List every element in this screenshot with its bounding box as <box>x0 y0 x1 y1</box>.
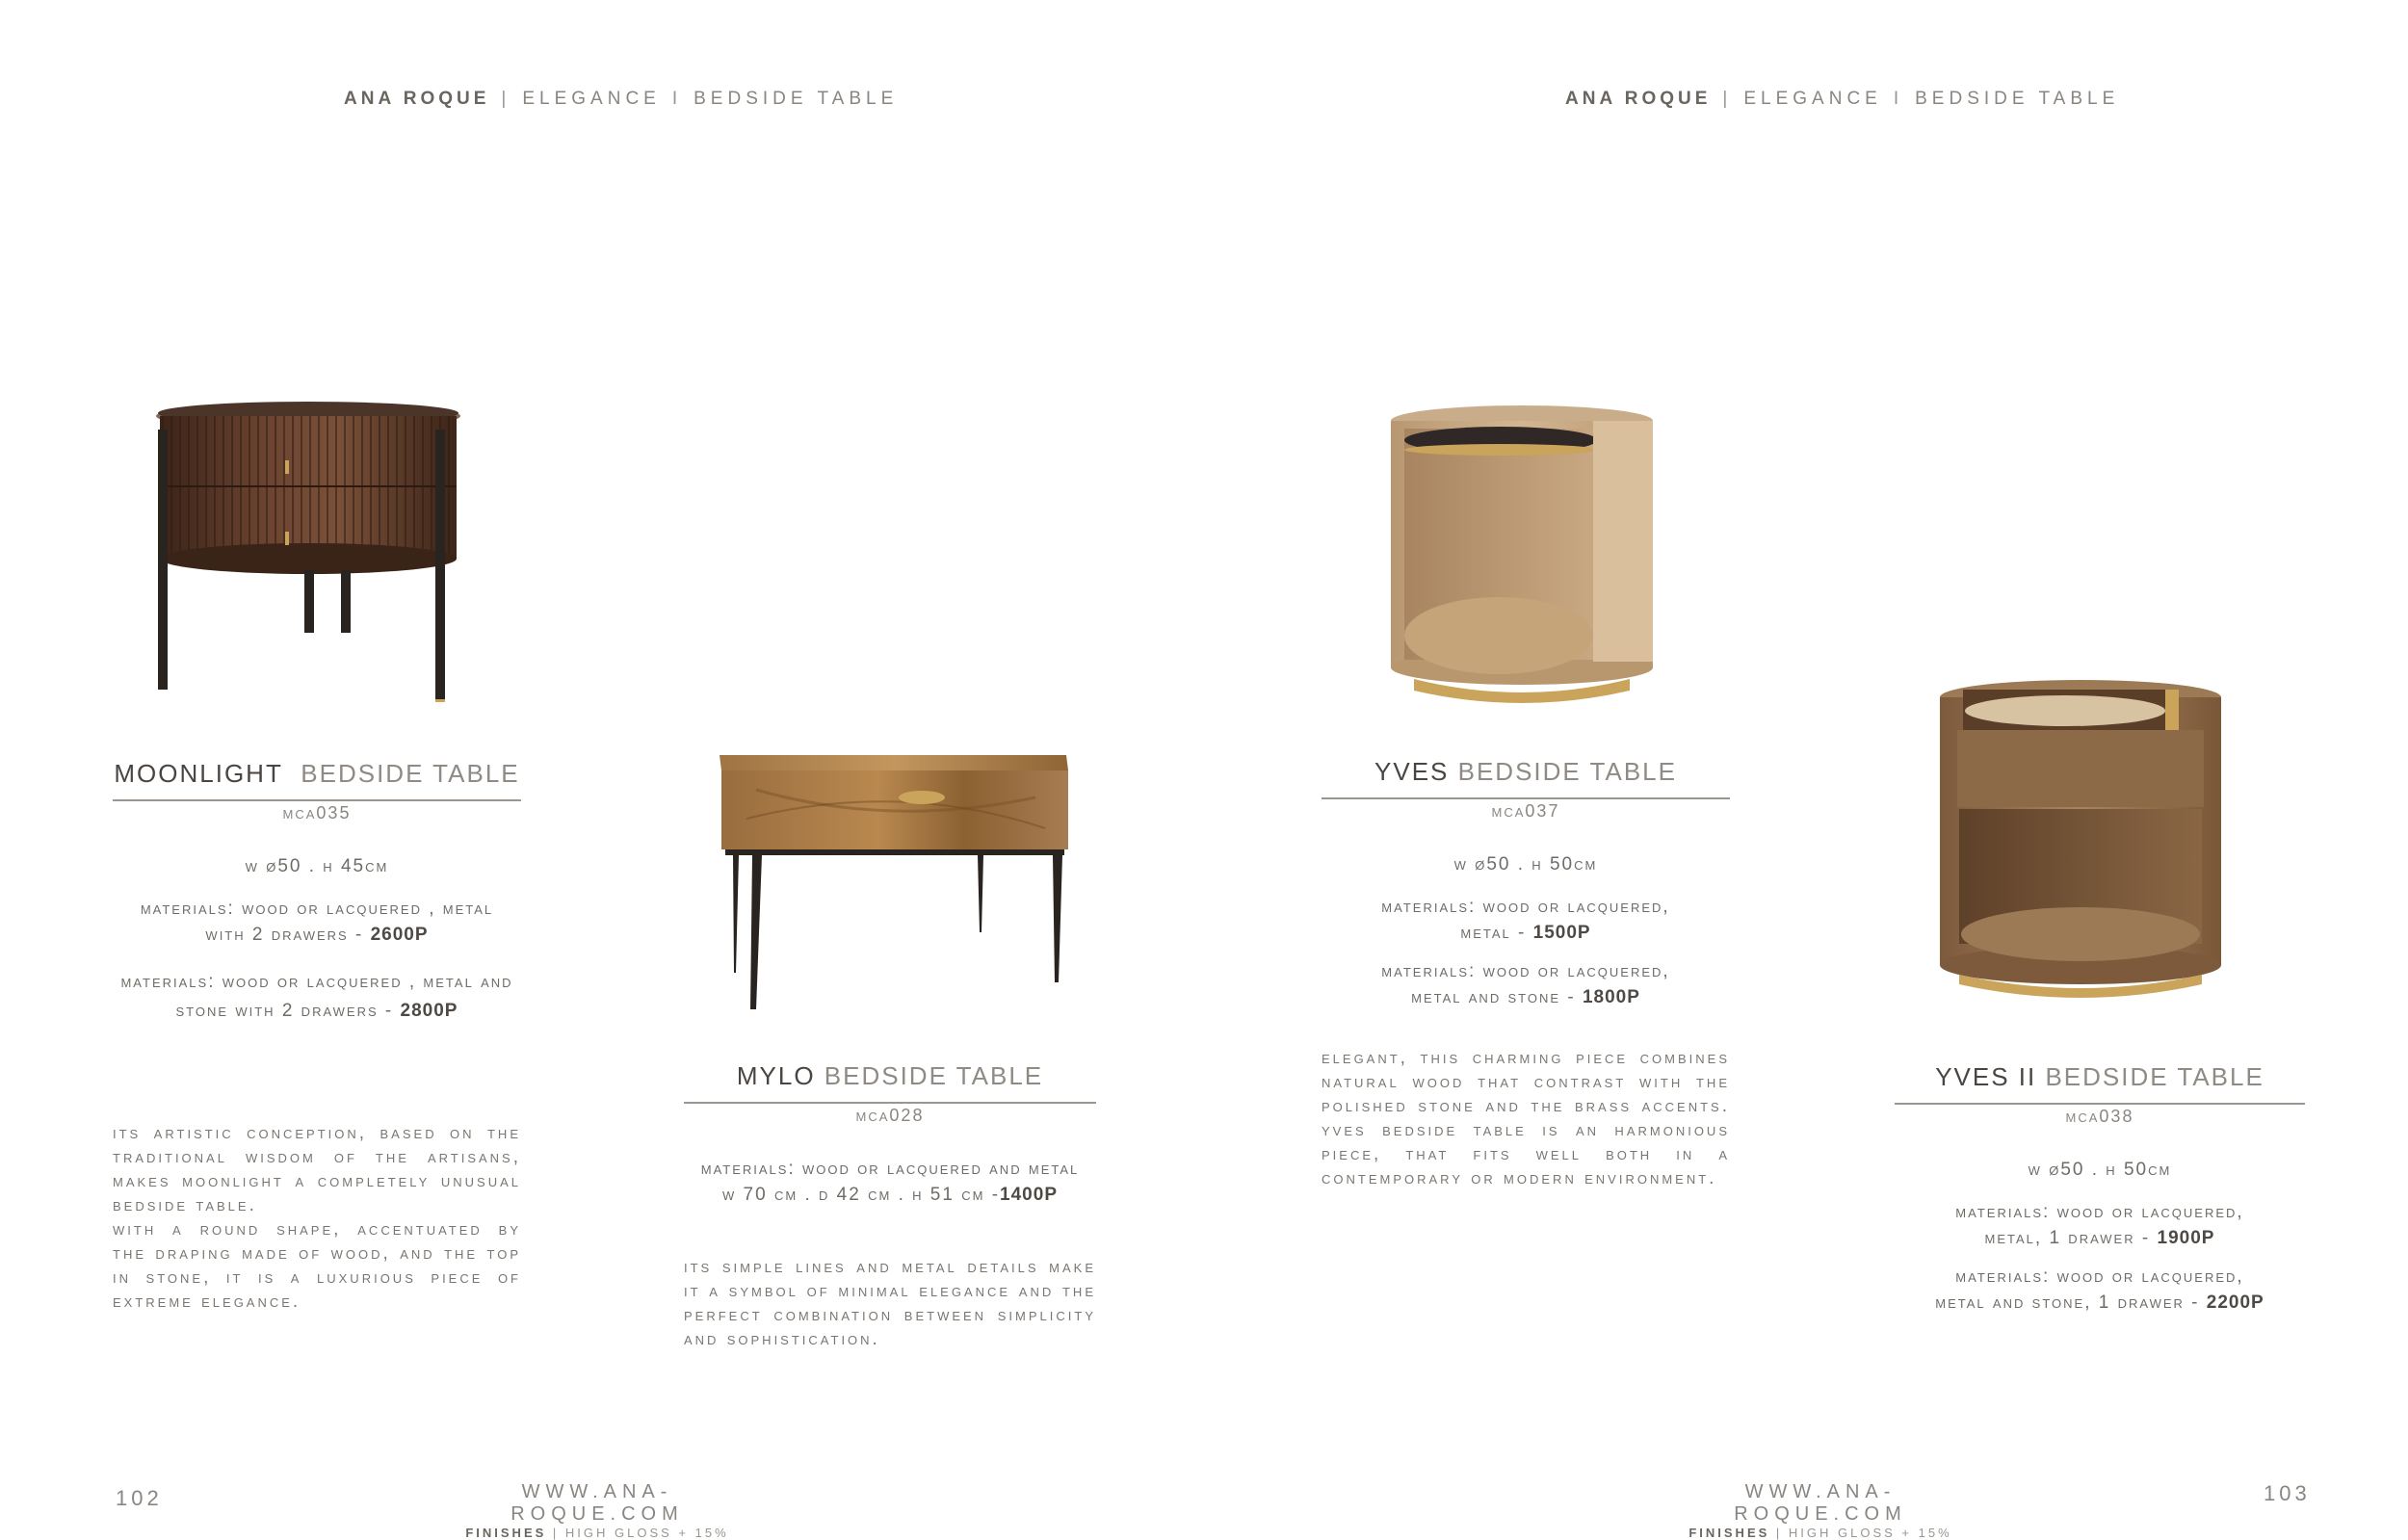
collection-name: ELEGANCE <box>1743 89 1882 109</box>
product-description: elegant, this charming piece combines natural wood that contrast with the polished stone and the brass accents. yves bedside table is an harmonious piece, that fits well both in a contemporary or modern environment. <box>1322 1048 1730 1188</box>
finishes-note: FINISHES | HIGH GLOSS + 15% <box>465 1526 729 1540</box>
product-dimensions: w ø50 . h 50cm <box>2028 1160 2172 1180</box>
product-name: MOONLIGHT <box>114 759 283 788</box>
page-number-left: 102 <box>116 1486 163 1510</box>
footer-right <box>1676 1481 1965 1540</box>
title-divider <box>1322 797 1730 799</box>
finishes-note: FINISHES | HIGH GLOSS + 15% <box>1688 1526 1952 1540</box>
product-description: its artistic conception, based on the traditional wisdom of the artisans, makes moonlight a completely unusual bedside table. with a round shape, accentuated by the draping made of wood, and the top in stone, it is a luxurious piece of extreme elegance. <box>113 1123 521 1312</box>
yves-ii-title <box>1895 1062 2305 1092</box>
brand-name: ANA ROQUE <box>344 89 490 109</box>
price: 2600P <box>370 925 429 945</box>
category-name: BEDSIDE TABLE <box>694 89 899 109</box>
product-type: BEDSIDE TABLE <box>2045 1062 2264 1091</box>
title-divider <box>113 799 521 801</box>
materials-option-2: materials: wood or lacquered, metal and stone - 1800P <box>1381 961 1670 1007</box>
category-name: BEDSIDE TABLE <box>1915 89 2120 109</box>
mylo-product-image <box>718 751 1074 1016</box>
page-header-right: ANA ROQUE | ELEGANCE I BEDSIDE TABLE <box>1565 89 2120 109</box>
yves-ii-product-image <box>1936 674 2225 1002</box>
website-link[interactable]: WWW.ANA-ROQUE.COM <box>1734 1481 1907 1525</box>
materials-option-2: materials: wood or lacquered , metal and stone with 2 drawers - 2800P <box>120 972 513 1021</box>
product-dimensions: w 70 cm . d 42 cm . h 51 cm - <box>721 1185 1001 1205</box>
product-type: BEDSIDE TABLE <box>301 759 520 788</box>
collection-name: ELEGANCE <box>522 89 661 109</box>
mylo-title <box>684 1061 1096 1091</box>
page-number-right: 103 <box>2264 1481 2311 1505</box>
product-dimensions: w ø50 . h 45cm <box>245 856 389 876</box>
moonlight-title <box>113 759 521 789</box>
price: 2800P <box>400 1001 458 1021</box>
product-name: YVES II <box>1935 1062 2037 1091</box>
product-type: BEDSIDE TABLE <box>824 1061 1044 1090</box>
materials: materials: wood or lacquered and metal <box>700 1159 1080 1179</box>
price: 2200P <box>2206 1292 2264 1313</box>
product-name: YVES <box>1374 757 1450 786</box>
product-code: mca035 <box>282 803 352 822</box>
materials-option-1: materials: wood or lacquered, metal, 1 drawer - 1900P <box>1955 1202 2244 1248</box>
yves-title <box>1322 757 1730 787</box>
price: 1400P <box>1000 1185 1058 1205</box>
product-name: MYLO <box>736 1061 816 1090</box>
product-code: mca038 <box>2065 1107 2134 1126</box>
product-specs <box>684 1156 1096 1208</box>
yves-product-image <box>1387 400 1657 708</box>
moonlight-product-image <box>144 395 472 713</box>
website-link[interactable]: WWW.ANA-ROQUE.COM <box>510 1481 684 1525</box>
product-description: its simple lines and metal details make it a symbol of minimal elegance and the perfect combination between simplicity and sophistication. <box>684 1257 1096 1349</box>
price: 1800P <box>1582 987 1640 1007</box>
product-dimensions: w ø50 . h 50cm <box>1453 854 1598 874</box>
title-divider <box>684 1102 1096 1104</box>
title-divider <box>1895 1103 2305 1105</box>
product-code: mca037 <box>1491 801 1560 821</box>
materials-option-1: materials: wood or lacquered, metal - 1500P <box>1381 897 1670 943</box>
page-header-left: ANA ROQUE | ELEGANCE I BEDSIDE TABLE <box>344 89 899 109</box>
product-code: mca028 <box>855 1106 925 1125</box>
materials-option-2: materials: wood or lacquered, metal and stone, 1 drawer - 2200P <box>1935 1266 2264 1313</box>
footer-left <box>453 1481 742 1540</box>
price: 1900P <box>2157 1228 2215 1248</box>
price: 1500P <box>1532 923 1591 943</box>
brand-name: ANA ROQUE <box>1565 89 1712 109</box>
product-type: BEDSIDE TABLE <box>1457 757 1677 786</box>
materials-option-1: materials: wood or lacquered , metal with 2 drawers - 2600P <box>140 899 494 945</box>
